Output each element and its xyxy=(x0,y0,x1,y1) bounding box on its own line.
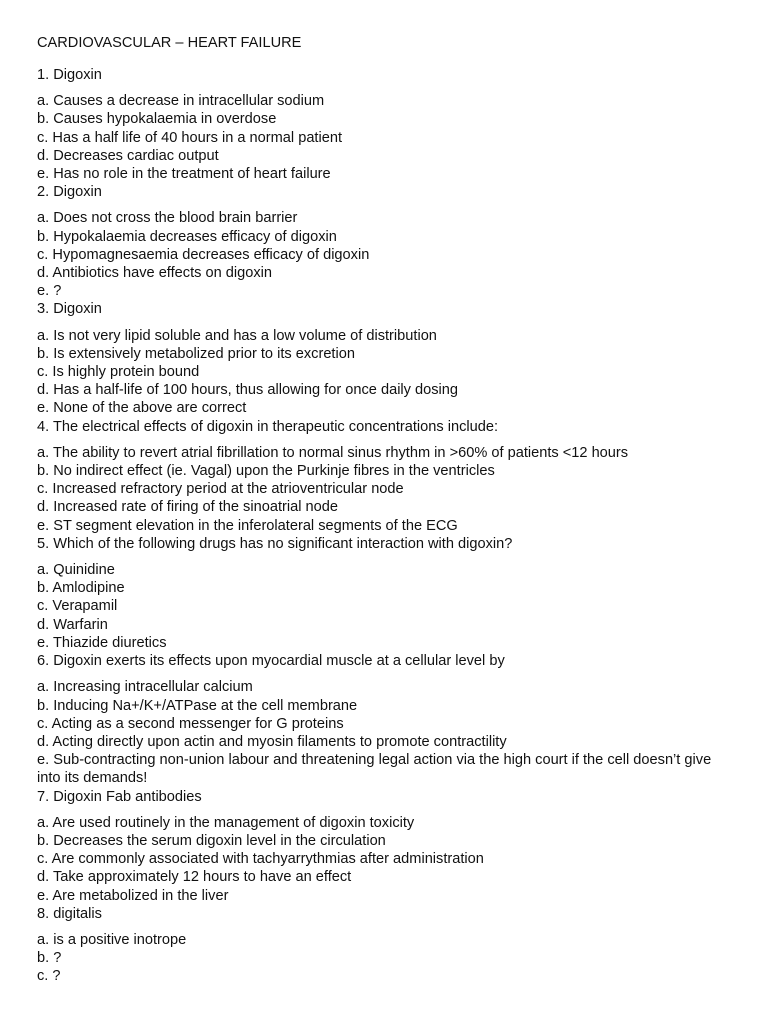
option-b: b. Inducing Na+/K+/ATPase at the cell membrane xyxy=(37,697,358,714)
option-list xyxy=(37,209,731,300)
option-e: e. Thiazide diuretics xyxy=(37,634,167,651)
option-a: a. Are used routinely in the management of digoxin toxicity xyxy=(37,814,415,831)
question-stem: 4. The electrical effects of digoxin in therapeutic concentrations include: xyxy=(37,418,499,435)
option-a: a. Is not very lipid soluble and has a low volume of distribution xyxy=(37,327,437,344)
option-e: e. Has no role in the treatment of heart failure xyxy=(37,166,331,183)
option-d: d. Increased rate of firing of the sinoatrial node xyxy=(37,499,338,516)
option-list xyxy=(37,678,731,787)
option-c: c. Hypomagnesaemia decreases efficacy of digoxin xyxy=(37,246,370,263)
option-c: c. Is highly protein bound xyxy=(37,364,200,381)
option-c: c. ? xyxy=(37,968,61,985)
option-b: b. Decreases the serum digoxin level in the circulation xyxy=(37,832,386,849)
question-3 xyxy=(37,300,731,417)
option-list xyxy=(37,931,731,986)
option-d: d. Acting directly upon actin and myosin filaments to promote contractility xyxy=(37,733,507,750)
question-7 xyxy=(37,788,731,905)
option-e: e. Sub-contracting non-union labour and threatening legal action via the high court if the cell doesn’t give into its demands! xyxy=(37,752,712,787)
option-c: c. Are commonly associated with tachyarrythmias after administration xyxy=(37,851,484,868)
option-c: c. Has a half life of 40 hours in a normal patient xyxy=(37,129,343,146)
question-5 xyxy=(37,535,731,652)
question-6 xyxy=(37,652,731,787)
question-stem: 3. Digoxin xyxy=(37,301,102,318)
question-stem: 2. Digoxin xyxy=(37,184,102,201)
option-b: b. Amlodipine xyxy=(37,580,125,597)
question-8 xyxy=(37,905,731,986)
option-a: a. is a positive inotrope xyxy=(37,931,187,948)
option-b: b. Causes hypokalaemia in overdose xyxy=(37,111,277,128)
question-1 xyxy=(37,66,731,183)
option-d: d. Has a half-life of 100 hours, thus allowing for once daily dosing xyxy=(37,382,459,399)
option-d: d. Decreases cardiac output xyxy=(37,147,219,164)
option-a: a. The ability to revert atrial fibrillation to normal sinus rhythm in >60% of patients <12 hours xyxy=(37,444,629,461)
option-c: c. Verapamil xyxy=(37,598,118,615)
option-list xyxy=(37,327,731,418)
option-b: b. Is extensively metabolized prior to its excretion xyxy=(37,345,355,362)
document-title: CARDIOVASCULAR – HEART FAILURE xyxy=(37,35,302,51)
option-a: a. Causes a decrease in intracellular sodium xyxy=(37,93,325,110)
option-a: a. Increasing intracellular calcium xyxy=(37,679,253,696)
option-list xyxy=(37,814,731,905)
option-d: d. Antibiotics have effects on digoxin xyxy=(37,265,273,282)
option-list xyxy=(37,92,731,183)
option-list xyxy=(37,561,731,652)
option-a: a. Quinidine xyxy=(37,562,115,579)
option-e: e. Are metabolized in the liver xyxy=(37,887,229,904)
option-e: e. ? xyxy=(37,283,62,300)
option-b: b. No indirect effect (ie. Vagal) upon the Purkinje fibres in the ventricles xyxy=(37,463,495,480)
option-a: a. Does not cross the blood brain barrier xyxy=(37,210,298,227)
option-b: b. Hypokalaemia decreases efficacy of digoxin xyxy=(37,228,337,245)
question-2 xyxy=(37,183,731,300)
option-b: b. ? xyxy=(37,950,62,967)
option-e: e. None of the above are correct xyxy=(37,400,247,417)
question-stem: 5. Which of the following drugs has no significant interaction with digoxin? xyxy=(37,535,513,552)
question-stem: 7. Digoxin Fab antibodies xyxy=(37,788,202,805)
option-d: d. Warfarin xyxy=(37,616,108,633)
option-c: c. Increased refractory period at the atrioventricular node xyxy=(37,481,404,498)
question-4 xyxy=(37,418,731,535)
option-d: d. Take approximately 12 hours to have an effect xyxy=(37,869,352,886)
question-stem: 8. digitalis xyxy=(37,905,102,922)
option-e: e. ST segment elevation in the inferolateral segments of the ECG xyxy=(37,517,458,534)
option-c: c. Acting as a second messenger for G proteins xyxy=(37,715,344,732)
option-list xyxy=(37,444,731,535)
question-stem: 1. Digoxin xyxy=(37,67,102,83)
question-stem: 6. Digoxin exerts its effects upon myocardial muscle at a cellular level by xyxy=(37,653,505,670)
